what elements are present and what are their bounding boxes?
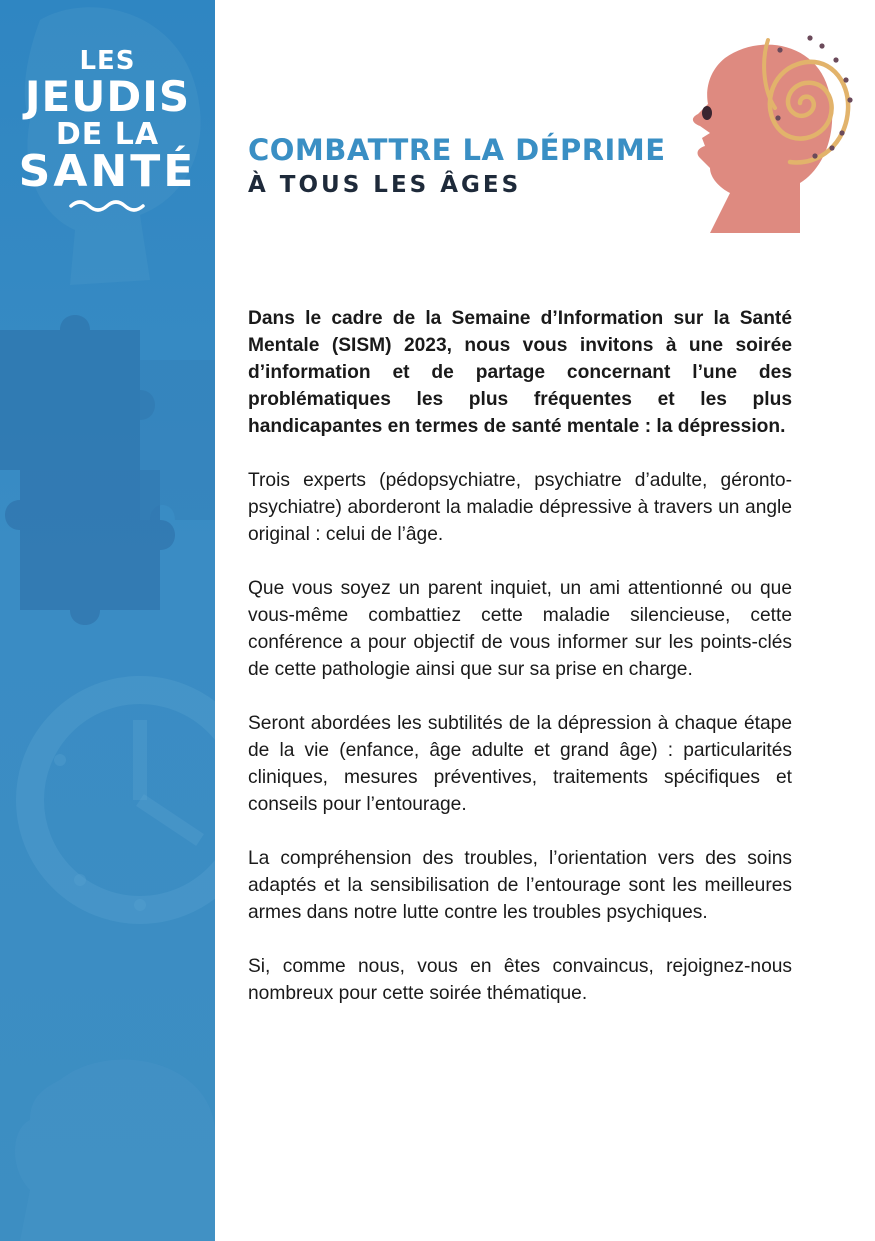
experts-paragraph: Trois experts (pédopsychiatre, psychiatre d’adulte, géronto-psychiatre) aborderont la maladie dépressive à travers un angle original : celui de l’âge. — [248, 470, 792, 545]
page-subtitle: À TOUS LES ÂGES — [248, 172, 522, 198]
invitation-paragraph: Si, comme nous, vous en êtes convaincus, rejoignez-nous nombreux pour cette soirée thématique. — [248, 956, 792, 1004]
sidebar-panel — [0, 0, 215, 1241]
head-spiral-icon — [650, 28, 855, 238]
body-text — [248, 305, 792, 1034]
page-title: COMBATTRE LA DÉPRIME — [248, 133, 666, 167]
jeudis-sante-logo — [0, 48, 215, 212]
logo-line-jeudis: JEUDIS — [24, 72, 191, 121]
understanding-paragraph: La compréhension des troubles, l’orientation vers des soins adaptés et la sensibilisation de l’entourage sont les meilleures armes dans notre lutte contre les troubles psychiques. — [248, 848, 792, 923]
wave-icon — [68, 196, 148, 212]
intro-paragraph: Dans le cadre de la Semaine d’Information sur la Santé Mentale (SISM) 2023, nous vous invitons à une soirée d’information et de partage concernant l’une des problématiques les plus fréquentes et les plus handicapantes en termes de santé mentale : la dépression. — [248, 308, 792, 437]
logo-line-sante: SANTÉ — [18, 146, 197, 197]
logo-line-les: LES — [79, 46, 136, 76]
topics-paragraph: Seront abordées les subtilités de la dépression à chaque étape de la vie (enfance, âge adulte et grand âge) : particularités cliniques, mesures préventives, traitements spécifiques et conseils pour l’entourage. — [248, 713, 792, 815]
audience-paragraph: Que vous soyez un parent inquiet, un ami attentionné ou que vous-même combattiez cette maladie silencieuse, cette conférence a pour objectif de vous informer sur les points-clés de cette pathologie ainsi que sur sa prise en charge. — [248, 578, 792, 680]
logo-line-de-la: DE LA — [55, 117, 160, 152]
